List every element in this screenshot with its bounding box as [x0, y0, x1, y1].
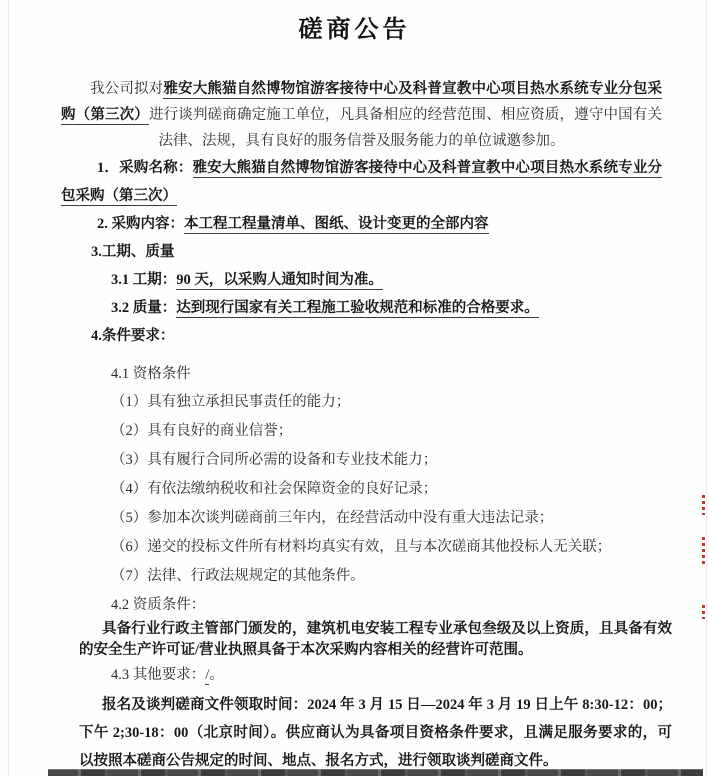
scan-red-mark-2 — [702, 537, 705, 567]
section-4-heading: 4.条件要求： — [91, 328, 175, 344]
intro-suffix: 进行谈判磋商确定施工单位，凡具备相应的经营范围、相应资质，遵守中国有关法律、法规，具有良好的服务信誉及服务能力的单位诚邀参加。 — [148, 107, 663, 149]
registration-time-label: 报名及谈判磋商文件领取时间： — [102, 697, 308, 713]
scan-red-mark-3 — [702, 605, 705, 619]
bottom-cutoff-text-bar — [48, 769, 703, 776]
other-requirements-value: / — [205, 667, 210, 683]
purchase-name-label: 1．采购名称： — [97, 160, 193, 176]
page-title: 磋商公告 — [298, 17, 411, 43]
other-requirements-label: 4.3 其他要求： — [111, 667, 206, 683]
qualification-item-5: （5）参加本次谈判磋商前三年内，在经营活动中没有重大违法记录； — [111, 510, 554, 526]
item-4-2-heading: 4.2 资质条件： — [111, 597, 206, 613]
item-2-purchase-content — [61, 210, 662, 238]
purchase-name-value: 雅安大熊猫自然博物馆游客接待中心及科普宣教中心项目热水系统专业分包采购（第三次） — [61, 160, 663, 204]
section-3-heading: 3.工期、质量 — [91, 244, 175, 260]
qualification-item-3: （3）具有履行合同所必需的设备和专业技术能力； — [111, 452, 438, 468]
duration-label: 3.1 工期： — [111, 272, 177, 288]
intro-paragraph — [61, 76, 662, 154]
quality-label: 3.2 质量： — [111, 300, 177, 316]
scan-edge-line-left — [8, 0, 9, 776]
item-4-3-other — [111, 661, 672, 689]
qualification-item-4: （4）有依法缴纳税收和社会保障资金的良好记录； — [111, 481, 438, 497]
lower-section — [79, 591, 672, 775]
qualification-item-7: （7）法律、行政法规规定的其他条件。 — [111, 568, 365, 584]
duration-value: 90 天，以采购人通知时间为准。 — [176, 272, 383, 288]
registration-time-body: 2024 年 3 月 15 日—2024 年 3 月 19 日上午 8:30-12：00；下午 2;30-18：00（北京时间）。供应商认为具备项目资格条件要求，且满足服务要求的，可以按照本磋商公告规定的时间、地点、报名方式，进行领取谈判磋商文件。 — [79, 697, 672, 769]
item-4-2-body: 具备行业行政主管部门颁发的，建筑机电安装工程专业承包叁级及以上资质，且具备有效的安全生产许可证/营业执照具备于本次采购内容相关的经营许可范围。 — [79, 621, 672, 658]
announcement-body — [61, 76, 672, 775]
intro-prefix: 我公司拟对 — [90, 81, 164, 97]
item-3-2-quality — [111, 294, 662, 322]
item-1-purchase-name — [61, 154, 662, 210]
registration-time-paragraph — [79, 691, 672, 775]
scan-red-mark-1 — [702, 495, 705, 515]
scan-edge-line-right — [706, 0, 707, 776]
item-3-1-duration — [111, 266, 662, 294]
qualification-item-2: （2）具有良好的商业信誉； — [111, 423, 293, 439]
purchase-content-label: 2. 采购内容： — [97, 216, 184, 232]
project-name-underlined: 雅安大熊猫自然博物馆游客接待中心及科普宣教中心项目热水系统专业分包采购（第三次） — [61, 81, 663, 123]
qualification-item-6: （6）递交的投标文件所有材料均真实有效，且与本次磋商其他投标人无关联； — [111, 539, 612, 555]
quality-value: 达到现行国家有关工程施工验收规范和标准的合格要求。 — [176, 300, 539, 316]
other-requirements-suffix: 。 — [209, 667, 224, 683]
purchase-content-value: 本工程工程量清单、图纸、设计变更的全部内容 — [184, 216, 489, 232]
qualification-item-1: （1）具有独立承担民事责任的能力； — [111, 394, 351, 410]
item-4-1-heading: 4.1 资格条件 — [111, 366, 191, 382]
